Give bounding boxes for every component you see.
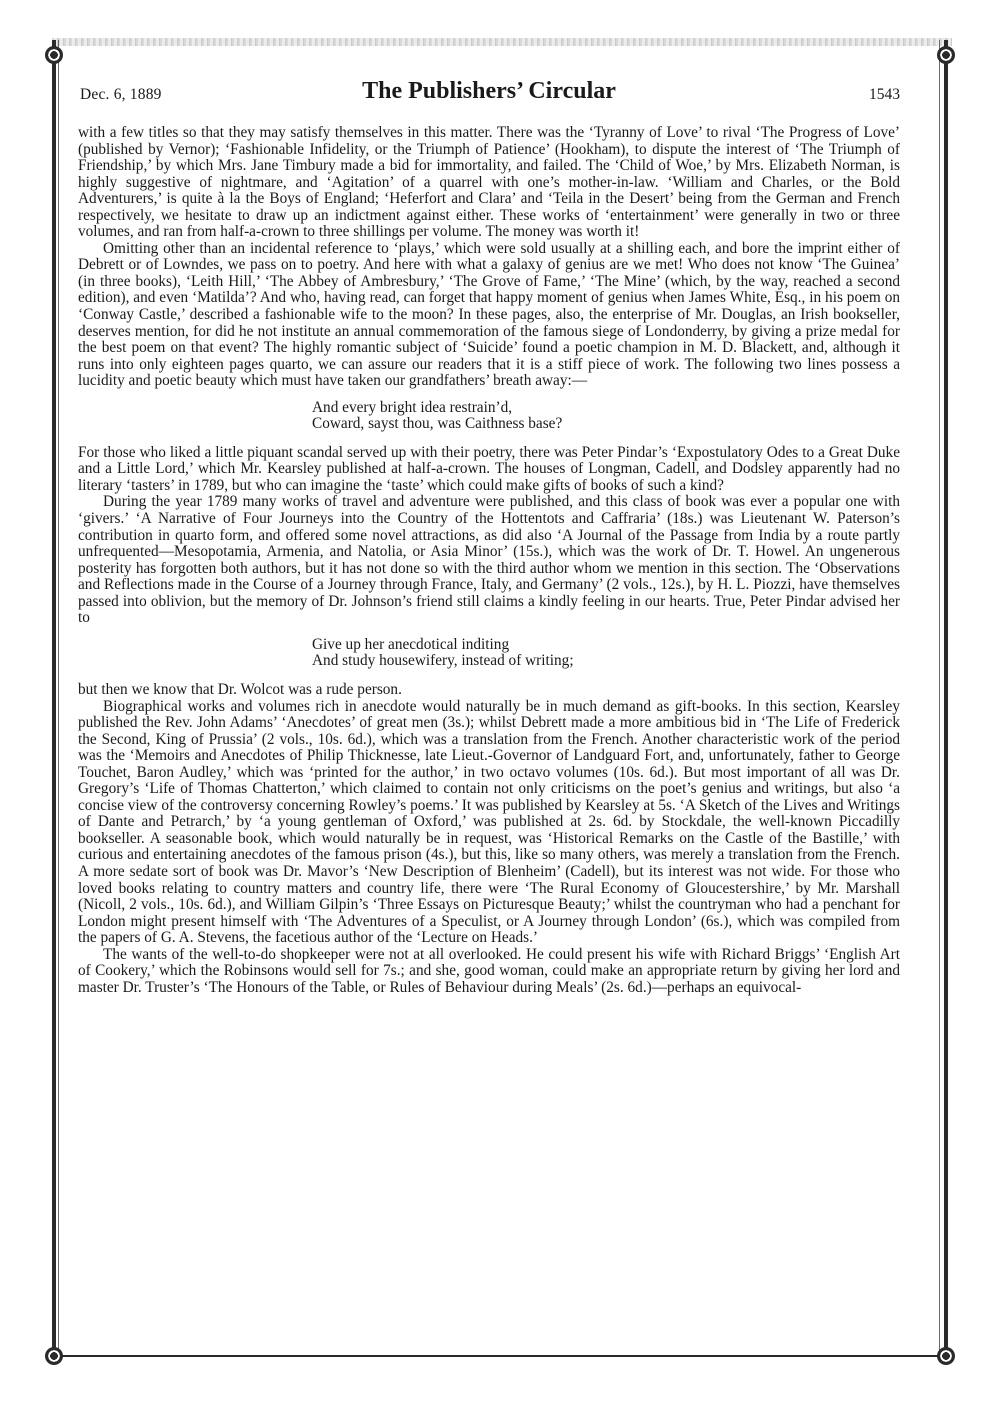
paragraph: Biographical works and volumes rich in anecdote would naturally be in much demand as gift-books. In this section, Kearsley published the Rev. John Adams’ ‘Anecdotes’ of great men (3s.); whilst Debrett made a more ambitious bid in ‘The Life of Frederick the Second, King of Prussia’ (2 vols., 10s. 6d.), which was a translation from the French. Another characteristic work of the period was the ‘Memoirs and Anecdotes of Philip Thicknesse, late Lieut.-Governor of Landguard Fort, and, unfortunately, father to George Touchet, Baron Audley,’ which was ‘printed for the author,’ in two octavo volumes (10s. 6d.). But most important of all was Dr. Gregory’s ‘Life of Thomas Chatterton,’ which claimed to contain not only criticisms on the poet’s genius and writings, but also ‘a concise view of the controversy concerning Rowley’s poems.’ It was published by Kearsley at 5s. ‘A Sketch of the Lives and Writings of Dante and Petrarch,’ by ‘a young gentleman of Oxford,’ was published at 2s. 6d. by Stockdale, the well-known Piccadilly bookseller. A seasonable book, which would naturally be in request, was ‘Historical Remarks on the Castle of the Bastille,’ with curious and entertaining anecdotes of the famous prison (4s.), but this, like so many others, was merely a translation from the French. A more sedate sort of book was Dr. Mavor’s ‘New Description of Blenheim’ (Cadell), but its interest was not wide. For those who loved books relating to country matters and country life, there were ‘The Rural Economy of Gloucestershire,’ by Mr. Marshall (Nicoll, 2 vols., 10s. 6d.), and William Gilpin’s ‘Three Essays on Picturesque Beauty;’ whilst the countryman who had a penchant for London might present himself with ‘The Adventures of a Speculist, or A Journey through London’ (6s.), which was compiled from the papers of G. A. Stevens, the facetious author of the ‘Lecture on Heads.’ — [78, 697, 900, 947]
page-header — [78, 78, 900, 112]
left-border-rule — [52, 40, 56, 1360]
paragraph: but then we know that Dr. Wolcot was a rude person. — [78, 680, 402, 698]
left-border-rule-thin — [58, 40, 59, 1360]
page-number: 1543 — [869, 86, 900, 103]
verse-line: Give up her anecdotical inditing — [312, 635, 510, 653]
top-border-strip — [52, 38, 952, 46]
right-border-rule — [944, 40, 948, 1360]
corner-ornament-icon — [937, 1347, 955, 1365]
corner-ornament-icon — [45, 1347, 63, 1365]
header-date: Dec. 6, 1889 — [80, 86, 162, 103]
right-border-rule-thin — [939, 40, 940, 1360]
corner-ornament-icon — [937, 46, 955, 64]
paragraph: The wants of the well-to-do shopkeeper were not at all overlooked. He could present his wife with Richard Briggs’ ‘English Art of Cookery,’ which the Robinsons would sell for 7s.; and she, good woman, could make an appropriate return by giving her lord and master Dr. Truster’s ‘The Honours of the Table, or Rules of Behaviour during Meals’ (2s. 6d.)—perhaps an equivocal- — [78, 945, 900, 996]
corner-ornament-icon — [45, 46, 63, 64]
paragraph: For those who liked a little piquant scandal served up with their poetry, there was Peter Pindar’s ‘Expostulatory Odes to a Great Duke and a Little Lord,’ which Mr. Kearsley published at half-a-crown. The houses of Longman, Cadell, and Dodsley apparently had no literary ‘tasters’ in 1789, but who can imagine the ‘taste’ which could make gifts of books of such a kind? — [78, 443, 900, 494]
article-body — [78, 125, 900, 996]
verse-line: And every bright idea restrain’d, — [312, 398, 513, 416]
verse-quote — [312, 400, 900, 433]
verse-quote — [312, 637, 900, 670]
paragraph: During the year 1789 many works of travel and adventure were published, and this class of book was ever a popular one with ‘givers.’ ‘A Narrative of Four Journeys into the Country of the Hottentots and Caffraria’ (18s.) was Lieutenant W. Paterson’s contribution in quarto form, and offered some novel attractions, as did also ‘A Journal of the Passage from India by a route partly unfrequented—Mesopotamia, Armenia, and Natolia, or Asia Minor’ (15s.), which was the work of Dr. T. Howel. An ungenerous posterity has forgotten both authors, but it has not done so with the third author whom we mention in this section. The ‘Observations and Reflections made in the Course of a Journey through France, Italy, and Germany’ (2 vols., 12s.), by H. L. Piozzi, have themselves passed into oblivion, but the memory of Dr. Johnson’s friend still claims a kindly feeling in our hearts. True, Peter Pindar advised her to — [78, 493, 900, 627]
paragraph: with a few titles so that they may satisfy themselves in this matter. There was the ‘Tyranny of Love’ to rival ‘The Progress of Love’ (published by Vernor); ‘Fashionable Infidelity, or the Triumph of Patience’ (Hookham), to dispute the interest of ‘The Triumph of Friendship,’ by which Mrs. Jane Timbury made a bid for immortality, and failed. The ‘Child of Woe,’ by Mrs. Elizabeth Norman, is highly suggestive of nightmare, and ‘Agitation’ of a quarrel with one’s mother-in-law. ‘William and Charles, or the Bold Adventurers,’ is quite à la the Boys of England; ‘Heferfort and Clara’ and ‘Teila in the Desert’ being from the German and French respectively, we hesitate to draw up an indictment against either. These works of ‘entertainment’ were generally in two or three volumes, and ran from half-a-crown to three shillings per volume. The money was worth it! — [78, 124, 900, 241]
verse-line: Coward, sayst thou, was Caithness base? — [312, 415, 563, 433]
publication-title: The Publishers’ Circular — [362, 78, 616, 104]
verse-line: And study housewifery, instead of writing; — [312, 652, 574, 670]
bottom-border-rule — [52, 1355, 948, 1357]
paragraph: Omitting other than an incidental reference to ‘plays,’ which were sold usually at a shilling each, and bore the imprint either of Debrett or of Lowndes, we pass on to poetry. And here with what a galaxy of genius are we met! Who does not know ‘The Guinea’ (in three books), ‘Leith Hill,’ ‘The Abbey of Ambresbury,’ ‘The Grove of Fame,’ ‘The Mine’ (which, by the way, reached a second edition), and even ‘Matilda’? And who, having read, can forget that happy moment of genius when James White, Esq., in his poem on ‘Conway Castle,’ described a fashionable wife to the moon? In these pages, also, the enterprise of Mr. Douglas, an Irish bookseller, deserves mention, for did he not institute an annual commemoration of the famous siege of Londonderry, by giving a prize medal for the best poem on that event? The highly romantic subject of ‘Suicide’ found a poetic champion in M. D. Blackett, and, although it runs into only eighteen pages quarto, we can assure our readers that it is a stiff piece of work. The following two lines possess a lucidity and poetic beauty which must have taken our grandfathers’ breath away:— — [78, 239, 900, 390]
